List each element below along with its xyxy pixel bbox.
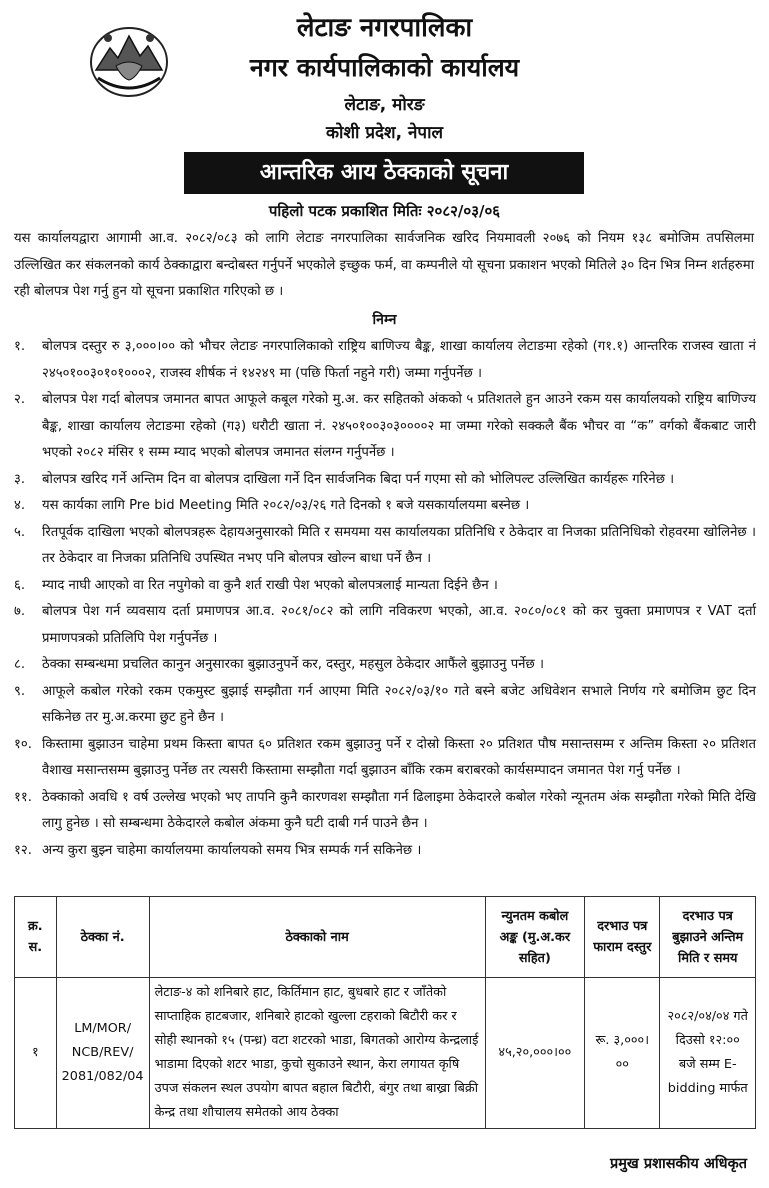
col-header-contract-name: ठेक्काको नाम [149,897,485,978]
municipality-name: लेटाङ नगरपालिका [296,13,473,43]
condition-text: म्याद नाघी आएको वा रित नपुगेको वा कुनै शर्त राखी पेश भएको बोलपत्रलाई मान्यता दिईने छैन । [42,577,498,593]
cell-min-amount: ४५,२०,०००।०० [485,978,584,1129]
condition-item [14,467,756,494]
office-location: लेटाङ, मोरङ [344,95,425,115]
condition-text: अन्य कुरा बुझ्न चाहेमा कार्यालयमा कार्यालयको समय भित्र सम्पर्क गर्न सकिनेछ । [42,842,422,858]
signature-line: प्रमुख प्रशासकीय अधिकृत [610,1156,747,1172]
condition-text: ठेक्काको अवधि १ वर्ष उल्लेख भएको भए तापनि कुनै कारणवश सम्झौता गर्न ढिलाइमा ठेकेदारले कबोल गरेको न्यूनतम अंक सम्झौता गरेको मिति देखि लागु हुनेछ । सो सम्बन्धमा ठेकेदारले कबोल अंकमा कुनै घटी दाबी गर्न पाउने छैन । [42,789,756,831]
cell-deadline: २०८२/०४/०४ गते दिउसो १२:०० बजे सम्म E-bidding मार्फत [660,978,756,1129]
office-name: नगर कार्यपालिकाको कार्यालय [249,53,520,82]
cell-form-fee: रू. ३,०००।०० [585,978,660,1129]
condition-number: २. [14,392,26,407]
letterhead [0,0,769,150]
condition-item [14,652,756,679]
condition-item [14,732,756,785]
published-date: पहिलो पटक प्रकाशित मितिः २०८२/०३/०६ [268,202,501,220]
condition-item [14,599,756,652]
condition-number: ८. [14,657,26,672]
condition-text: बोलपत्र दस्तुर रु ३,०००।०० को भौचर लेटाङ नगरपालिकाको राष्ट्रिय बाणिज्य बैङ्क, शाखा कार्यालय लेटाङमा रहेको (ग१.१) आन्तरिक राजस्व खाता नं २४५०१००३०१०१०००२, राजस्व शीर्षक नं १४२४९ मा (पछि फिर्ता नहुने गरी) जम्मा गर्नुपर्नेछ । [42,339,756,381]
condition-text: बोलपत्र खरिद गर्ने अन्तिम दिन वा बोलपत्र दाखिला गर्ने दिन सार्वजनिक बिदा पर्न गएमा सो को भोलिपल्ट उल्लिखित कार्यहरू गरिनेछ । [42,471,675,487]
notice-banner: आन्तरिक आय ठेक्काको सूचना [184,152,584,194]
cell-contract-name: लेटाङ-४ को शनिबारे हाट, किर्तिमान हाट, बुधबारे हाट र जाँतेको साप्ताहिक हाटबजार, शनिबारे हाटको खुल्ला टहराको बिटौरी कर र सोही स्थानको १५ (पन्ध्र) वटा शटरको भाडा, बिगतको आरोग्य केन्द्रलाई भाडामा दिएको शटर भाडा, कुचो सुकाउने स्थान, केरा लगायत कृषि उपज संकलन स्थल उपयोग बापत बहाल बिटौरी, बंगुर तथा बाख्रा बिक्री केन्द्र तथा शौचालय समेतको आय ठेक्का [149,978,485,1129]
condition-number: १०. [14,736,32,752]
tender-table [14,896,756,1129]
condition-number: ७. [14,604,26,619]
col-header-form-fee: दरभाउ पत्र फाराम दस्तुर [585,897,660,978]
cell-contract-no: LM/MOR/ NCB/REV/ 2081/082/04 [56,978,149,1129]
condition-item [14,493,756,520]
col-header-sn: क्र. स. [15,897,57,978]
table-row [15,978,756,1129]
condition-number: ६. [14,577,26,593]
col-header-min-amount: न्युनतम कबोल अङ्क (मु.अ.कर सहित) [485,897,584,978]
condition-text: बोलपत्र पेश गर्न व्यवसाय दर्ता प्रमाणपत्र आ.व. २०८१/०८२ को लागि नविकरण भएको, आ.व. २०८०/०८१ को कर चुक्ता प्रमाणपत्र र VAT दर्ता प्रमाणपत्रको प्रतिलिपि पेश गर्नुपर्नेछ । [42,604,756,646]
condition-item [14,679,756,732]
col-header-contract-no: ठेक्का नं. [56,897,149,978]
condition-item [14,838,756,865]
condition-item [14,520,756,573]
condition-text: ठेक्का सम्बन्धमा प्रचलित कानुन अनुसारका बुझाउनुपर्ने कर, दस्तुर, महसुल ठेकेदार आफैंले बुझाउनु पर्नेछ । [42,657,544,672]
conditions-heading: निम्न [372,312,397,328]
condition-number: ९. [14,683,26,699]
condition-item [14,334,756,387]
condition-text: किस्तामा बुझाउन चाहेमा प्रथम किस्ता बापत ६० प्रतिशत रकम बुझाउनु पर्ने र दोस्रो किस्ता २० प्रतिशत पौष मसान्तसम्म र अन्तिम किस्ता २० प्रतिशत वैशाख मसान्तसम्म बुझाउनु पर्नेछ तर त्यसरी किस्तामा सम्झौता गर्दा बुझाउन बाँकि रकम बराबरको कार्यसम्पादन जमानत पेश गर्नु पर्नेछ । [42,736,756,778]
province-country: कोशी प्रदेश, नेपाल [326,123,443,143]
condition-text: आफूले कबोल गरेको रकम एकमुस्ट बुझाई सम्झौता गर्न आएमा मिति २०८२/०३/१० गते बस्ने बजेट अधिवेशन सभाले निर्णय गरे बमोजिम छुट दिन सकिनेछ तर मु.अ.करमा छुट हुने छैन । [42,683,756,725]
conditions-list [14,334,756,864]
condition-item [14,387,756,467]
col-header-deadline: दरभाउ पत्र बुझाउने अन्तिम मिति र समय [660,897,756,978]
condition-number: ५. [14,524,26,540]
condition-number: ३. [14,471,26,487]
condition-text: बोलपत्र पेश गर्दा बोलपत्र जमानत बापत आफूले कबूल गरेको मु.अ. कर सहितको अंकको ५ प्रतिशतले हुन आउने रकम यस कार्यालयको राष्ट्रिय बाणिज्य बैङ्क, शाखा कार्यालय लेटाङमा रहेको (ग३) धरौटी खाता नं. २४५०१००३०३००००२ मा जम्मा गरेको सक्कलै बैंक भौचर वा “क” वर्गको बैंकबाट जारी भएको २०८२ मंसिर १ सम्म म्याद भएको बोलपत्र जमानत संलग्न गर्नुपर्नेछ । [42,392,756,460]
table-header-row [15,897,756,978]
condition-number: ११. [14,789,32,805]
condition-number: १२. [14,842,32,858]
condition-text: रितपूर्वक दाखिला भएको बोलपत्रहरू देहायअनुसारको मिति र समयमा यस कार्यालयका प्रतिनिधि र ठेकेदार वा निजका प्रतिनिधिको रोहवरमा खोलिनेछ । तर ठेकेदार वा निजका प्रतिनिधि उपस्थित नभए पनि बोलपत्र खोल्न बाधा पर्ने छैन । [42,524,756,566]
condition-item [14,785,756,838]
intro-paragraph: यस कार्यालयद्वारा आगामी आ.व. २०८२/०८३ को लागि लेटाङ नगरपालिका सार्वजनिक खरिद नियमावली २०७६ को नियम १३८ बमोजिम तपसिलमा उल्लिखित कर संकलनको कार्य ठेक्काद्वारा बन्दोबस्त गर्नुपर्ने भएकोले इच्छुक फर्म, वा कम्पनीले यो सूचना प्रकाशन भएको मितिले ३० दिन भित्र निम्न शर्तहरुमा रही बोलपत्र पेश गर्नु हुन यो सूचना प्रकाशित गरिएको छ । [14,231,754,299]
condition-item [14,573,756,600]
condition-text: यस कार्यका लागि Pre bid Meeting मिति २०८२/०३/२६ गते दिनको १ बजे यसकार्यालयमा बस्नेछ । [42,498,530,513]
condition-number: १. [14,339,26,354]
cell-sn: १ [15,978,57,1129]
condition-number: ४. [14,498,26,513]
